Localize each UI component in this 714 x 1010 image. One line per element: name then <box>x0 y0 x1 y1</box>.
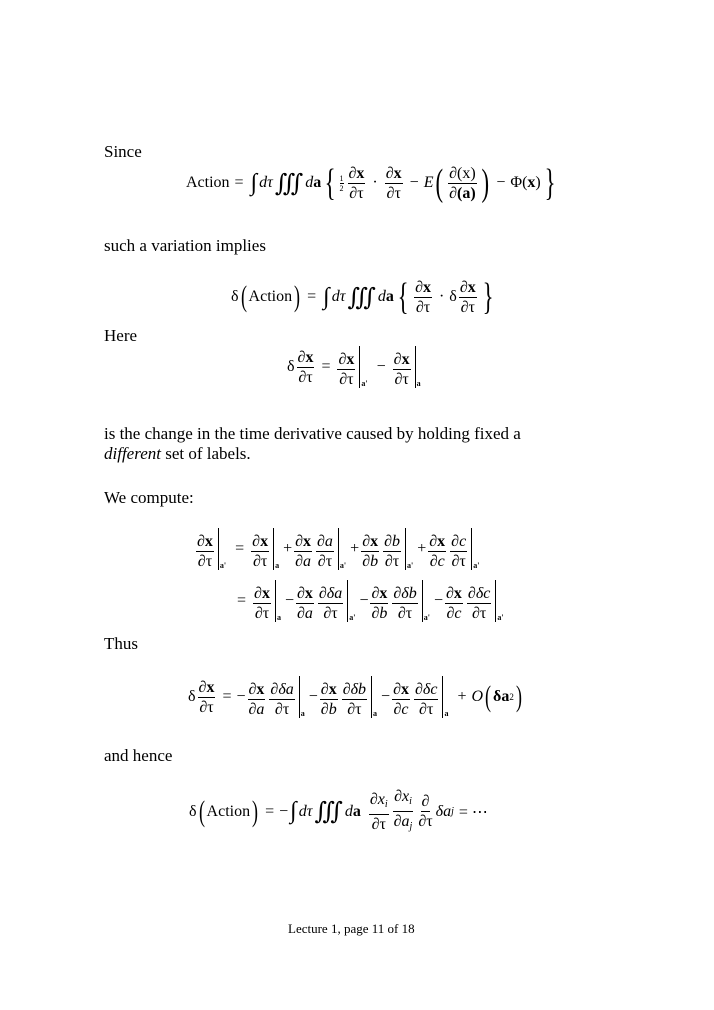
fraction <box>316 533 334 570</box>
num: ∂δc <box>467 585 491 602</box>
equation-hence <box>189 788 493 835</box>
evaluation-bar <box>335 346 360 388</box>
evaluation-bar <box>249 528 274 570</box>
den: ∂τ <box>415 298 431 316</box>
num: ∂x <box>197 533 213 550</box>
den: ∂τ <box>317 553 333 570</box>
eq-minus: − <box>308 688 318 705</box>
evaluation-bar <box>368 580 422 622</box>
text-here: Here <box>104 326 138 345</box>
den: ∂τ <box>252 553 268 570</box>
num: ∂x <box>415 278 431 296</box>
den: ∂τ <box>298 368 313 386</box>
fraction <box>369 791 389 833</box>
eq-text: dτ <box>331 288 346 305</box>
eq-text: dτ <box>298 802 313 820</box>
num: ∂x <box>252 533 269 550</box>
subscript: a' <box>473 561 480 570</box>
text-change-line2 <box>104 444 251 464</box>
eq-plus: + <box>350 540 360 557</box>
eq-sign: = <box>321 358 331 375</box>
superscript: 2 <box>509 692 514 702</box>
fraction <box>198 679 216 716</box>
paren: ) <box>481 162 489 204</box>
eq-sign: = <box>265 802 275 820</box>
num: 1 <box>339 173 344 183</box>
fraction-half <box>340 174 344 193</box>
den: ∂τ <box>323 605 338 622</box>
evaluation-bar <box>292 528 339 570</box>
num: ∂x <box>393 351 410 368</box>
fraction <box>361 533 379 570</box>
text: ∂a <box>393 813 410 830</box>
fraction <box>318 585 343 622</box>
fraction <box>196 533 214 570</box>
num <box>393 788 413 812</box>
text-change-line1: is the change in the time derivative caused by holding fixed a <box>104 424 521 443</box>
evaluation-bar <box>359 528 406 570</box>
subscript: i <box>409 796 412 807</box>
den: ∂τ <box>394 371 409 388</box>
eq-dot: · <box>438 288 445 305</box>
eq-text: δa <box>435 802 452 820</box>
fraction <box>383 533 401 570</box>
subscript: a <box>373 709 378 718</box>
den: ∂τ <box>384 553 400 570</box>
num: ∂x <box>393 681 409 698</box>
fraction <box>393 788 414 835</box>
den: ∂a <box>248 701 265 718</box>
fraction <box>392 681 410 718</box>
eq-minus: − <box>359 592 369 609</box>
den: ∂τ <box>197 553 213 570</box>
fraction <box>393 351 411 388</box>
num: ∂x <box>295 533 312 550</box>
eq-sign: = <box>222 688 232 705</box>
paren: ) <box>515 680 522 713</box>
den: ∂b <box>362 553 379 570</box>
eq-minus: − <box>496 174 506 191</box>
brace: { <box>324 162 336 204</box>
den: ∂a <box>295 553 312 570</box>
paren: ) <box>294 280 301 313</box>
eq-ellipsis: = ⋯ <box>458 803 488 821</box>
eq-sign: = <box>307 288 317 305</box>
fraction <box>370 585 388 622</box>
fraction <box>392 585 417 622</box>
num: ∂c <box>451 533 467 550</box>
num: ∂x <box>320 681 337 698</box>
evaluation-bar <box>443 580 496 622</box>
equation-compute-line2 <box>232 580 508 622</box>
eq-text: δ <box>188 688 196 705</box>
subscript: a <box>276 613 281 622</box>
equation-delta-action <box>231 278 497 316</box>
num: ∂δa <box>270 681 294 698</box>
triple-integral-symbol: ∭ <box>274 170 304 197</box>
den: ∂τ <box>397 605 413 622</box>
text-hence: and hence <box>104 746 173 765</box>
num: ∂δa <box>318 585 343 602</box>
text-thus: Thus <box>104 634 138 653</box>
eq-text: δa <box>493 688 510 705</box>
fraction <box>414 279 432 316</box>
den: ∂τ <box>471 605 487 622</box>
num: ∂δc <box>414 681 438 698</box>
eq-text: Action <box>206 802 251 820</box>
num: ∂(x) <box>449 164 476 182</box>
text-since: Since <box>104 142 142 161</box>
den: ∂c <box>446 605 462 622</box>
eq-text: δ <box>287 358 295 375</box>
evaluation-bar <box>318 676 372 718</box>
eq-text: E <box>423 174 434 191</box>
eq-sign: = <box>237 592 247 609</box>
eq-sign: = <box>235 540 245 557</box>
eq-text: d <box>305 174 314 191</box>
subscript: a <box>300 709 305 718</box>
den: ∂τ <box>419 701 434 718</box>
text: set of labels. <box>160 444 251 463</box>
fraction <box>294 533 312 570</box>
subscript: i <box>384 798 388 810</box>
num: ∂x <box>459 278 476 296</box>
fraction <box>450 533 467 570</box>
fraction <box>414 681 438 718</box>
integral-symbol: ∫ <box>290 798 297 824</box>
eq-text: dτ <box>259 174 273 191</box>
subscript: a' <box>349 613 356 622</box>
paren: ( <box>240 280 247 313</box>
subscript: j <box>409 821 413 832</box>
evaluation-bar <box>251 580 276 622</box>
num: ∂x <box>254 585 270 602</box>
eq-minus: − <box>284 592 294 609</box>
subscript: a' <box>407 561 414 570</box>
triple-integral-symbol: ∭ <box>314 799 343 825</box>
integral-symbol: ∫ <box>250 169 258 196</box>
subscript: j <box>451 806 454 817</box>
fraction <box>385 165 403 202</box>
text-compute: We compute: <box>104 488 194 507</box>
fraction <box>342 681 367 718</box>
eq-dot: · <box>372 174 378 191</box>
equation-delta-definition <box>287 346 425 388</box>
eq-text: Φ <box>510 174 523 191</box>
den: ∂τ <box>199 698 214 716</box>
den: 2 <box>339 183 344 193</box>
equation-compute-line1 <box>194 528 483 570</box>
paren: ) <box>252 794 259 828</box>
num: ∂ <box>421 793 430 810</box>
num: ∂b <box>384 533 400 550</box>
paren: ) <box>535 174 541 191</box>
subscript: a' <box>361 379 368 388</box>
fraction <box>248 681 266 718</box>
den: ∂τ <box>451 553 466 570</box>
eq-minus: − <box>279 802 289 820</box>
num: ∂x <box>338 351 355 368</box>
num: ∂δb <box>342 681 367 698</box>
den: ∂a <box>296 605 313 622</box>
den: ∂(a) <box>449 184 476 202</box>
num: ∂a <box>317 533 333 550</box>
eq-text: a <box>313 174 322 191</box>
brace: } <box>482 276 494 318</box>
den: ∂τ <box>349 184 364 202</box>
evaluation-bar <box>294 580 348 622</box>
evaluation-bar <box>194 528 219 570</box>
eq-text: O <box>471 688 484 705</box>
subscript: a' <box>423 613 430 622</box>
fraction <box>297 349 315 386</box>
den: ∂c <box>393 701 409 718</box>
eq-text: δ <box>231 288 239 305</box>
den: ∂τ <box>386 184 401 202</box>
text: ∂x <box>369 790 385 808</box>
eq-minus: − <box>381 688 391 705</box>
eq-plus: + <box>457 688 467 705</box>
num <box>369 791 389 815</box>
num: ∂x <box>296 585 313 602</box>
num: ∂x <box>297 348 314 366</box>
fraction <box>269 681 294 718</box>
eq-plus: + <box>283 540 293 557</box>
eq-text: δ <box>189 802 197 820</box>
num: ∂x <box>371 585 388 602</box>
eq-text: d <box>377 288 386 305</box>
num: ∂x <box>362 533 379 550</box>
fraction <box>337 351 355 388</box>
triple-integral-symbol: ∭ <box>347 284 376 311</box>
den: ∂τ <box>418 813 433 830</box>
den: ∂τ <box>371 815 386 833</box>
eq-text: δ <box>449 288 457 305</box>
num: ∂x <box>198 678 215 696</box>
paren: ( <box>436 162 444 204</box>
num: ∂x <box>385 164 402 182</box>
paren: ( <box>485 680 492 713</box>
fraction <box>348 165 366 202</box>
den: ∂c <box>429 553 445 570</box>
num: ∂x <box>248 681 265 698</box>
subscript: a' <box>339 561 347 570</box>
den: ∂τ <box>339 371 354 388</box>
eq-minus: − <box>236 688 246 705</box>
text: ∂x <box>394 788 410 805</box>
fraction <box>459 279 477 316</box>
evaluation-bar <box>391 346 416 388</box>
fraction <box>428 533 446 570</box>
num: ∂x <box>446 585 462 602</box>
den: ∂τ <box>274 701 290 718</box>
den: ∂τ <box>347 701 362 718</box>
num: ∂δb <box>393 585 417 602</box>
fraction <box>296 585 314 622</box>
eq-minus: − <box>376 358 386 375</box>
den: ∂b <box>371 605 388 622</box>
eq-text: x <box>527 174 536 191</box>
den <box>393 812 414 835</box>
eq-text: Action <box>248 288 293 305</box>
equation-thus <box>188 676 524 718</box>
den: ∂τ <box>254 605 270 622</box>
eq-text: Action <box>186 174 230 191</box>
eq-text: a <box>352 802 361 820</box>
equation-action <box>186 164 559 202</box>
den: ∂b <box>320 701 337 718</box>
subscript: a' <box>219 561 227 570</box>
den: ∂τ <box>460 298 475 316</box>
fraction <box>445 585 463 622</box>
brace: { <box>397 276 409 318</box>
evaluation-bar <box>246 676 300 718</box>
eq-plus: + <box>417 540 427 557</box>
num: ∂x <box>429 533 446 550</box>
eq-text: a <box>385 288 394 305</box>
eq-text: d <box>344 802 353 820</box>
brace: } <box>544 162 556 204</box>
fraction <box>251 533 269 570</box>
subscript: a <box>416 379 421 388</box>
fraction <box>320 681 338 718</box>
text-variation: such a variation implies <box>104 236 266 255</box>
fraction <box>448 165 477 202</box>
eq-minus: − <box>409 174 419 191</box>
evaluation-bar <box>426 528 472 570</box>
paren: ( <box>522 174 528 191</box>
num: ∂x <box>348 164 365 182</box>
integral-symbol: ∫ <box>323 283 330 310</box>
fraction <box>253 585 271 622</box>
fraction <box>417 793 433 830</box>
subscript: a <box>275 561 280 570</box>
eq-sign: = <box>234 174 244 191</box>
page-footer: Lecture 1, page 11 of 18 <box>288 921 415 936</box>
fraction <box>467 585 491 622</box>
paren: ( <box>198 794 205 828</box>
evaluation-bar <box>390 676 443 718</box>
eq-minus: − <box>433 592 443 609</box>
subscript: a' <box>497 613 504 622</box>
emphasis-text: different <box>104 444 161 463</box>
subscript: a <box>444 709 449 718</box>
